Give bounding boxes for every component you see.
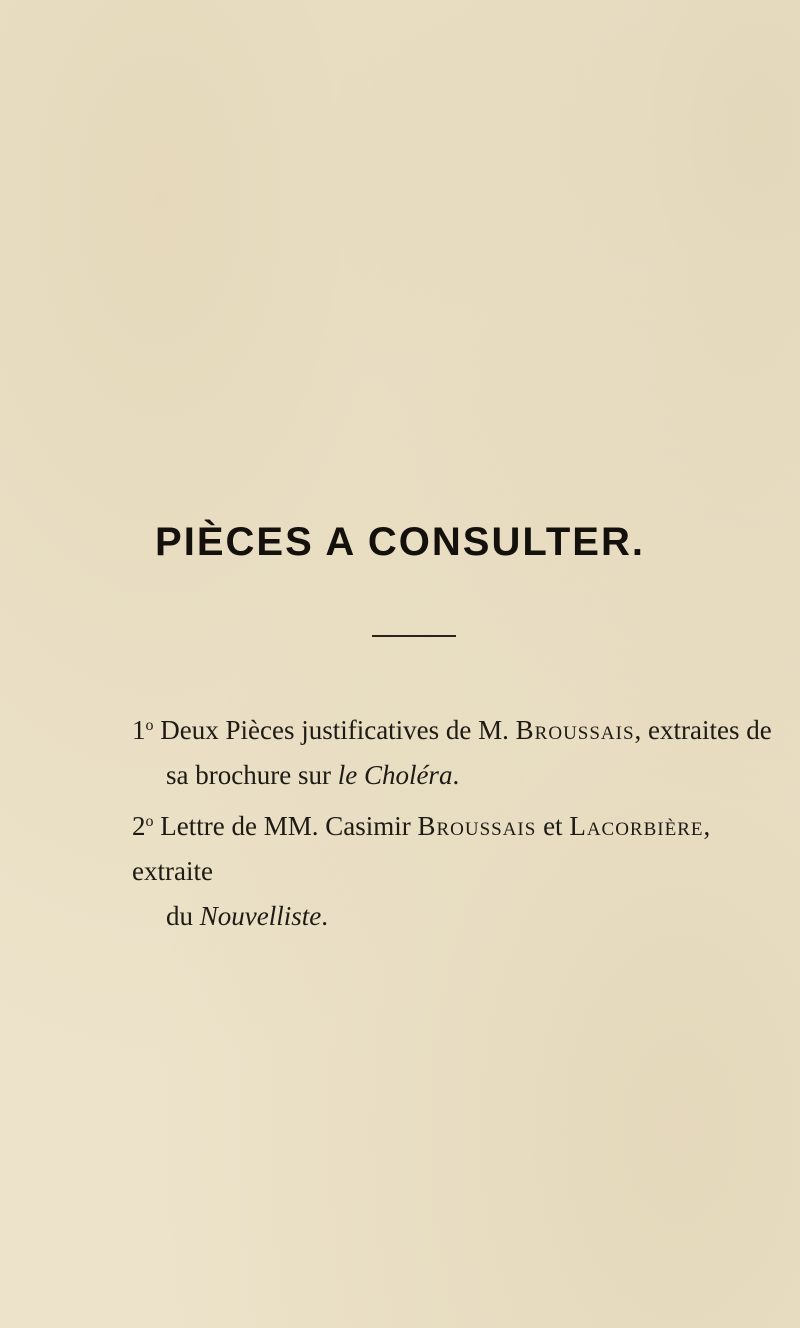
item-text: , extraite — [132, 811, 711, 886]
item-number: 2$^o$ — [132, 811, 154, 841]
item-text: Lettre de MM. Casimir — [153, 811, 418, 841]
author-name: Broussais — [417, 811, 537, 841]
work-title: le Choléra — [337, 760, 453, 790]
author-name: Broussais — [515, 715, 635, 745]
item-continuation: du Nouvelliste. — [166, 901, 328, 931]
list-item — [132, 703, 772, 798]
author-name: Lacorbière — [569, 811, 704, 841]
item-text: , extraites de — [634, 715, 772, 745]
list-item: 2$^o$ Lettre de MM. Casimir Broussais et Lacorbière, extraite du Nouvelliste. — [132, 799, 772, 939]
title-divider — [372, 635, 456, 637]
item-continuation: sa brochure sur le Choléra. — [166, 760, 460, 790]
item-text: Deux Pièces justificatives de M. — [153, 715, 516, 745]
page-title: PIÈCES A CONSULTER. — [155, 520, 645, 564]
work-title: Nouvelliste — [199, 901, 322, 931]
item-number: 1$^o$ — [132, 715, 154, 745]
